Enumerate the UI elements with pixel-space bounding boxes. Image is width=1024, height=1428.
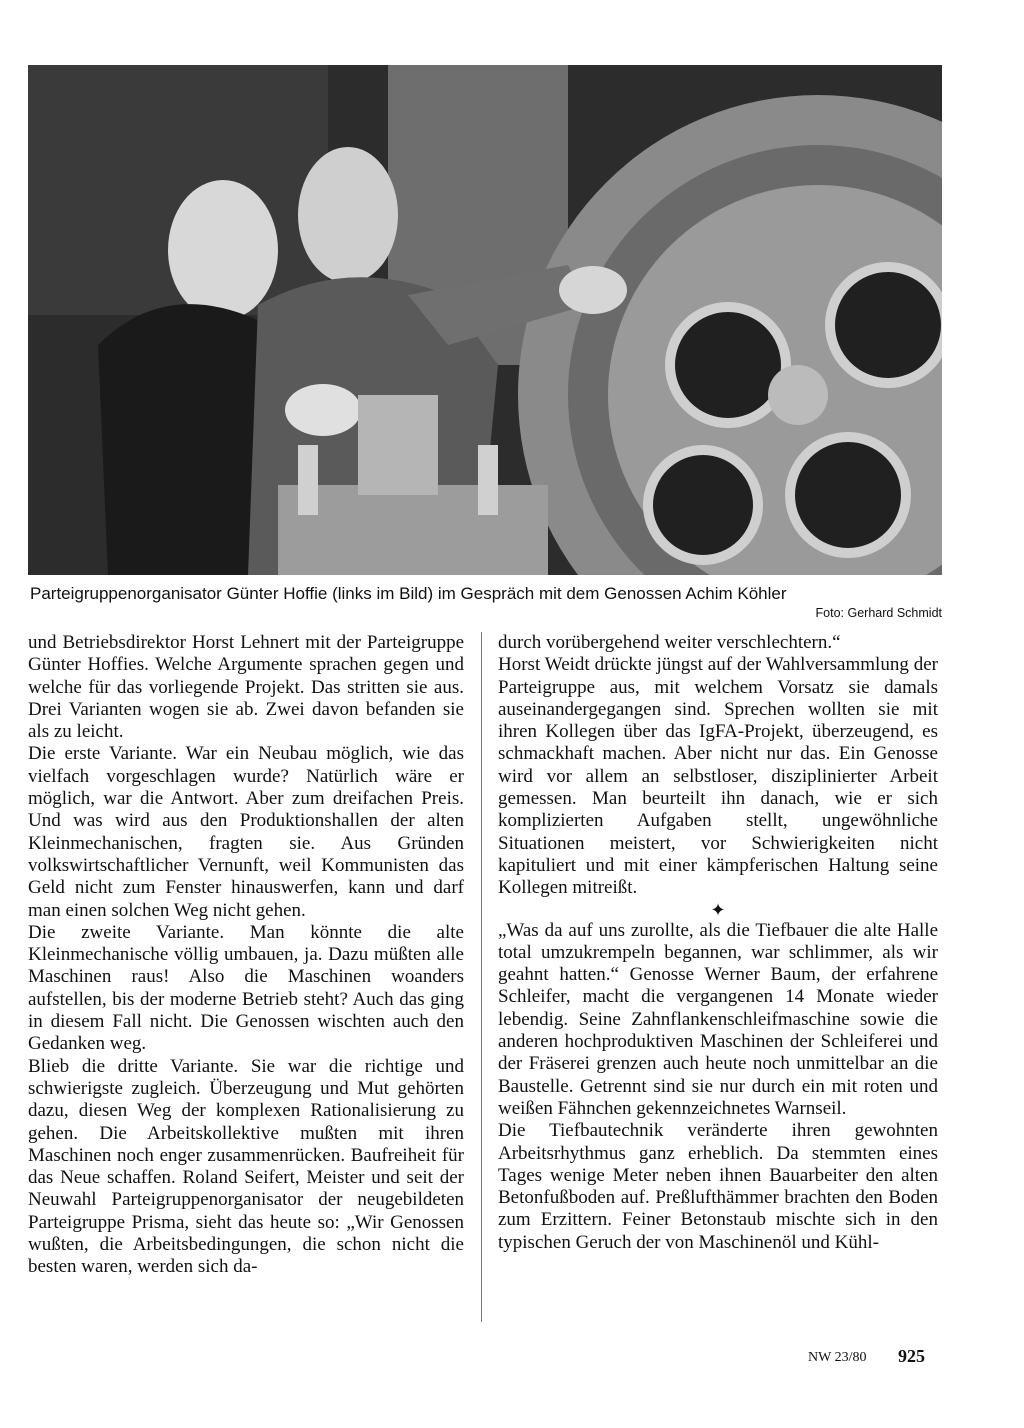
paragraph: Die Tiefbautechnik veränderte ihren gewohnten Arbeitsrhythmus ganz erheblich. Da stemmten eines Tages wenige Meter neben ihnen Bauarbeiter den alten Betonfußboden auf. Preßlufthämmer brachten den Boden zum Erzittern. Feiner Betonstaub mischte sich in den typischen Geruch der von Maschinenöl und Kühl-: [498, 1120, 938, 1253]
paragraph: Die erste Variante. War ein Neubau möglich, wie das vielfach vorgeschlagen wurde? Natürlich wäre er möglich, war die Antwort. Aber zum dreifachen Preis. Und was wird aus den Produktionshallen der alten Kleinmechanischen, fragten sie. Aus Gründen volkswirtschaftlicher Vernunft, weil Kommunisten das Geld nicht zum Fenster hinauswerfen, kann und darf man einen solchen Weg nicht gehen.: [28, 743, 464, 921]
left-column: [28, 632, 464, 1279]
paragraph: Blieb die dritte Variante. Sie war die richtige und schwierigste zugleich. Überzeugung und Mut gehörten dazu, diesen Weg der komplexen Rationalisierung zu gehen. Die Arbeitskollektive mußten mit ihren Maschinen noch enger zusammenrücken. Baufreiheit für das Neue schaffen. Roland Seifert, Meister und seit der Neuwahl Parteigruppenorganisator der neugebildeten Parteigruppe Prisma, sieht das heute so: „Wir Genossen wußten, die Arbeitsbedingungen, die schon nicht die besten waren, werden sich da-: [28, 1055, 464, 1278]
section-separator-icon: ✦: [710, 899, 726, 920]
article-photo: [28, 65, 942, 575]
photo-illustration: [28, 65, 942, 575]
photo-credit: Foto: Gerhard Schmidt: [815, 606, 942, 620]
issue-label: NW 23/80: [808, 1350, 867, 1365]
paragraph: Die zweite Variante. Man könnte die alte Kleinmechanische völlig umbauen, ja. Dazu müßten alle Maschinen raus! Also die Maschinen woanders aufstellen, bis der moderne Betrieb steht? Auch das ging in diesem Fall nicht. Die Genossen wischten auch den Gedanken weg.: [28, 921, 464, 1055]
photo-caption: Parteigruppenorganisator Günter Hoffie (links im Bild) im Gespräch mit dem Genossen Achim Köhler: [30, 584, 787, 603]
paragraph: durch vorübergehend weiter verschlechtern.“: [498, 632, 841, 653]
paragraph: und Betriebsdirektor Horst Lehnert mit der Parteigruppe Günter Hoffies. Welche Argumente sprachen gegen und welche für das vorliegende Projekt. Das stritten sie aus. Drei Varianten wogen sie ab. Zwei davon befanden sie als zu leicht.: [28, 632, 464, 743]
column-divider: [481, 632, 482, 1322]
paragraph: Horst Weidt drückte jüngst auf der Wahlversammlung der Parteigruppe aus, mit welchem Vorsatz sie damals auseinandergegangen sind. Sprechen wollten sie mit ihren Kollegen über das IgFA-Projekt, überzeugend, es schmackhaft machen. Aber nicht nur das. Ein Genosse wird vor allem an selbstloser, disziplinierter Arbeit gemessen. Man beurteilt ihn danach, wie er sich komplizierten Aufgaben stellt, ungewöhnliche Situationen meistert, vor Schwierigkeiten nicht kapituliert und mit einer kämpferischen Haltung seine Kollegen mitreißt.: [498, 654, 938, 899]
page-number: 925: [898, 1346, 925, 1366]
right-column: [498, 632, 938, 1254]
paragraph: „Was da auf uns zurollte, als die Tiefbauer die alte Halle total umzukrempeln begannen, war schlimmer, als wir geahnt hatten.“ Genosse Werner Baum, der erfahrene Schleifer, macht die vergangenen 14 Monate wieder lebendig. Seine Zahnflankenschleifmaschine sowie die anderen hochproduktiven Maschinen der Schleiferei und der Fräserei grenzen auch heute noch unmittelbar an die Baustelle. Getrennt sind sie nur durch ein mit roten und weißen Fähnchen gekennzeichnetes Warnseil.: [498, 919, 938, 1119]
